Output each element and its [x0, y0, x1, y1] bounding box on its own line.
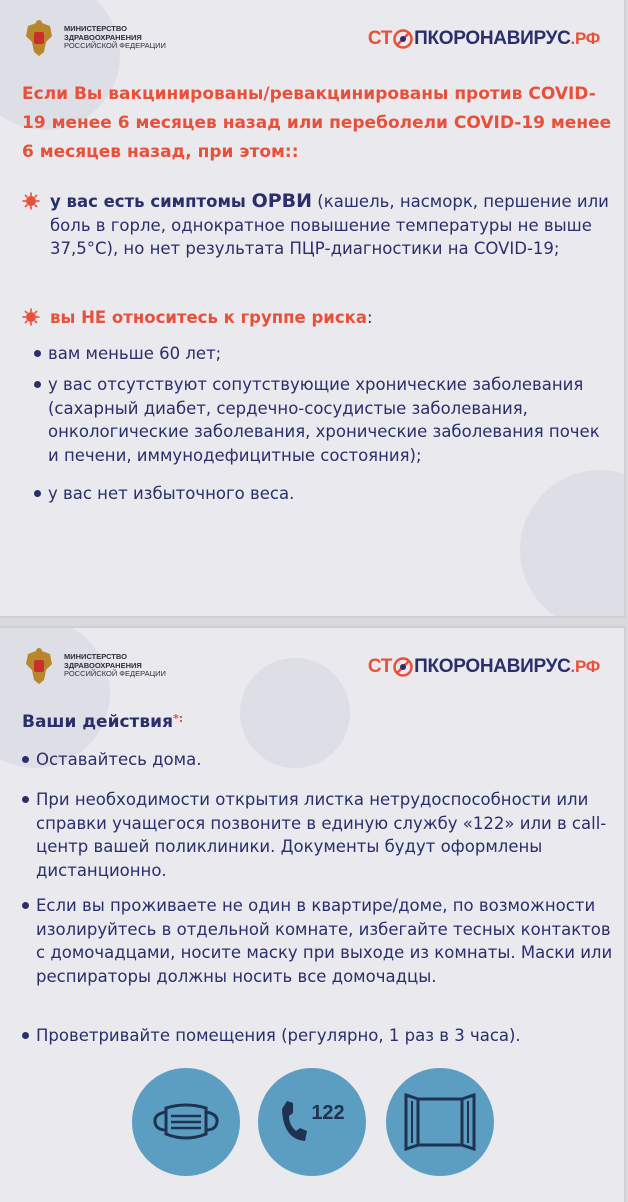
action-text: Если вы проживаете не один в квартире/доме, по возможности изолируйтесь в отдельной комнате, избегайте тесных контактов с домочадцами, носите маску при выходе из комнаты. Маски или респираторы должны носить все домочадцы.	[36, 896, 613, 986]
coat-of-arms-icon	[22, 646, 56, 686]
ministry-line-3: РОССИЙСКОЙ ФЕДЕРАЦИИ	[64, 41, 166, 51]
bullet-dot	[22, 756, 29, 763]
sub-item-text: у вас отсутствуют сопутствующие хронические заболевания (сахарный диабет, сердечно-сосудистые заболевания, онкологические заболевания, хронические заболевания почек и печени, иммунодефицитные состояния);	[48, 375, 600, 465]
bullet-dot	[22, 796, 29, 803]
virus-bullet-icon	[22, 308, 40, 326]
sub-item-weight	[34, 482, 614, 506]
footnote-mark: *:	[173, 712, 184, 725]
bullet-dot	[22, 902, 29, 909]
card-header	[22, 646, 600, 690]
ministry-line-1: МИНИСТЕРСТВО	[64, 652, 127, 662]
actions-title-text: Ваши действия	[22, 712, 173, 732]
criteria-item-symptoms	[22, 190, 617, 261]
logo-text-domain: .РФ	[570, 29, 600, 48]
sub-item-age	[34, 342, 614, 366]
coat-of-arms-icon	[22, 18, 56, 58]
card-header	[22, 18, 600, 62]
ministry-line-1: МИНИСТЕРСТВО	[64, 24, 127, 34]
ministry-logo	[22, 646, 166, 686]
face-mask-icon	[151, 1100, 221, 1144]
criteria-item-risk-group	[22, 306, 617, 330]
logo-text-main: ПКОРОНАВИРУС	[414, 656, 571, 677]
action-item-ventilate	[22, 1024, 622, 1048]
symptoms-detail: (кашель, насморк, першение или боль в горле, однократное повышение температуры не выше 37,5°С), но нет результата ПЦР-диагностики на COVID-19;	[50, 192, 609, 258]
risk-group-bold: вы НЕ относитесь к группе риска	[50, 308, 367, 327]
logo-text-domain: .РФ	[570, 657, 600, 676]
symptoms-bold: у вас есть симптомы	[50, 192, 252, 211]
bullet-dot	[34, 350, 41, 357]
mask-circle	[132, 1068, 240, 1176]
logo-text-start: СТ	[367, 28, 393, 49]
stop-virus-icon	[393, 657, 413, 677]
action-text: Проветривайте помещения (регулярно, 1 раз в 3 часа).	[36, 1026, 521, 1045]
ministry-line-2: ЗДРАВООХРАНЕНИЯ	[64, 32, 142, 42]
sub-item-text: вам меньше 60 лет;	[48, 344, 222, 363]
sub-item-chronic	[34, 373, 614, 467]
window-circle	[386, 1068, 494, 1176]
stop-virus-icon	[393, 29, 413, 49]
sub-item-text: у вас нет избыточного веса.	[48, 484, 295, 503]
phone-icon	[279, 1099, 309, 1145]
action-item-isolate	[22, 894, 622, 988]
stopkoronavirus-logo	[368, 656, 600, 678]
open-window-icon	[402, 1093, 478, 1151]
action-text: При необходимости открытия листка нетрудоспособности или справки учащегося позвоните в единую службу «122» или в call-центр вашей поликлиники. Документы будут оформлены дистанционно.	[36, 790, 607, 880]
logo-text-main: ПКОРОНАВИРУС	[414, 28, 571, 49]
bullet-dot	[34, 490, 41, 497]
actions-title	[22, 712, 183, 732]
ministry-line-2: ЗДРАВООХРАНЕНИЯ	[64, 660, 142, 670]
bullet-dot	[34, 381, 41, 388]
orvi-label: ОРВИ	[251, 190, 313, 212]
phone-number-122: 122	[311, 1101, 345, 1124]
virus-bullet-icon	[22, 192, 40, 210]
ministry-logo	[22, 18, 166, 58]
intro-heading: Если Вы вакцинированы/ревакцинированы против COVID-19 менее 6 месяцев назад или переболели COVID-19 менее 6 месяцев назад, при этом::	[22, 84, 612, 162]
risk-group-colon: :	[366, 308, 373, 327]
action-item-stay-home	[22, 748, 622, 772]
phone-circle	[258, 1068, 366, 1176]
stopkoronavirus-logo	[368, 28, 600, 50]
bullet-dot	[22, 1032, 29, 1039]
action-item-sick-leave	[22, 788, 622, 882]
action-text: Оставайтесь дома.	[36, 750, 202, 769]
ministry-line-3: РОССИЙСКОЙ ФЕДЕРАЦИИ	[64, 669, 166, 679]
logo-text-start: СТ	[367, 656, 393, 677]
